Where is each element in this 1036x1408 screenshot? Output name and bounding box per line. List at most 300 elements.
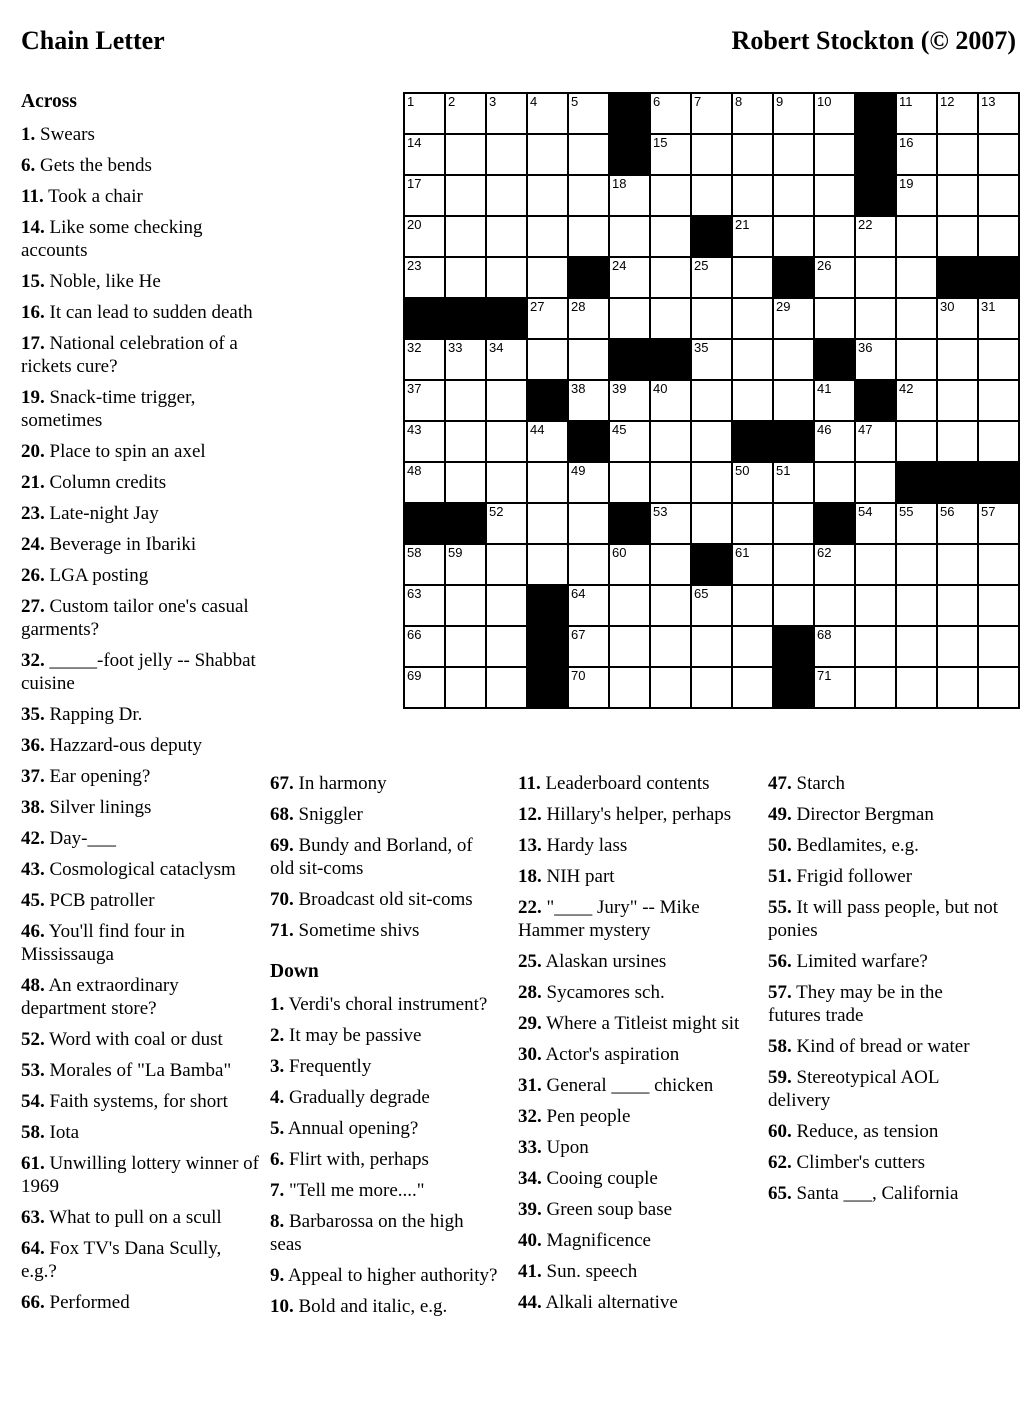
clue-item: 52. Word with coal or dust xyxy=(21,1029,223,1050)
grid-cell[interactable] xyxy=(651,586,690,625)
grid-cell[interactable] xyxy=(856,299,895,338)
clue-item: 56. Limited warfare? xyxy=(768,951,928,972)
grid-cell[interactable] xyxy=(651,258,690,297)
grid-cell[interactable] xyxy=(897,340,936,379)
clue-number: 47. xyxy=(768,773,792,794)
clue-item: 63. What to pull on a scull xyxy=(21,1207,222,1228)
grid-cell[interactable] xyxy=(815,135,854,174)
grid-cell[interactable] xyxy=(774,94,813,133)
grid-cell[interactable] xyxy=(487,463,526,502)
grid-cell[interactable] xyxy=(979,381,1018,420)
grid-cell[interactable] xyxy=(815,422,854,461)
grid-cell[interactable] xyxy=(446,258,485,297)
cell-number: 59 xyxy=(448,545,463,560)
grid-cell[interactable] xyxy=(979,627,1018,666)
clue-item: 58. Kind of bread or water xyxy=(768,1036,970,1057)
grid-cell[interactable] xyxy=(528,176,567,215)
grid-cell[interactable] xyxy=(938,668,977,707)
grid-cell[interactable] xyxy=(897,586,936,625)
grid-cell[interactable] xyxy=(979,340,1018,379)
grid-cell[interactable] xyxy=(938,586,977,625)
grid-cell[interactable] xyxy=(897,258,936,297)
grid-cell[interactable] xyxy=(446,422,485,461)
clue-number: 37. xyxy=(21,766,45,787)
grid-cell[interactable] xyxy=(733,463,772,502)
clue-number: 6. xyxy=(21,155,36,176)
clue-number: 65. xyxy=(768,1183,792,1204)
grid-cell[interactable] xyxy=(815,586,854,625)
cell-number: 8 xyxy=(735,94,743,109)
grid-cell[interactable] xyxy=(610,627,649,666)
grid-cell[interactable] xyxy=(569,340,608,379)
clue-number: 14. xyxy=(21,217,45,238)
grid-cell[interactable] xyxy=(651,668,690,707)
grid-cell[interactable] xyxy=(979,299,1018,338)
grid-cell[interactable] xyxy=(528,504,567,543)
clue-number: 58. xyxy=(21,1122,45,1143)
clue-number: 26. xyxy=(21,565,45,586)
clue-item: 60. Reduce, as tension xyxy=(768,1121,939,1142)
black-square xyxy=(446,504,485,543)
grid-cell[interactable] xyxy=(692,504,731,543)
grid-cell[interactable] xyxy=(487,176,526,215)
grid-cell[interactable] xyxy=(651,299,690,338)
clue-item: 53. Morales of "La Bamba" xyxy=(21,1060,232,1081)
grid-cell[interactable] xyxy=(528,340,567,379)
cell-number: 38 xyxy=(571,381,586,396)
grid-cell[interactable] xyxy=(405,463,444,502)
black-square xyxy=(938,463,977,502)
black-square xyxy=(897,463,936,502)
grid-cell[interactable] xyxy=(446,545,485,584)
clue-item: 1. Verdi's choral instrument? xyxy=(270,994,488,1015)
grid-cell[interactable] xyxy=(405,381,444,420)
clue-number: 27. xyxy=(21,596,45,617)
grid-cell[interactable] xyxy=(733,299,772,338)
grid-cell[interactable] xyxy=(733,627,772,666)
clue-number: 62. xyxy=(768,1152,792,1173)
clue-number: 69. xyxy=(270,835,294,856)
grid-cell[interactable] xyxy=(733,504,772,543)
grid-cell[interactable] xyxy=(815,217,854,256)
cell-number: 28 xyxy=(571,299,586,314)
black-square xyxy=(610,135,649,174)
grid-cell[interactable] xyxy=(897,381,936,420)
grid-cell[interactable] xyxy=(692,381,731,420)
grid-cell[interactable] xyxy=(692,627,731,666)
grid-cell[interactable] xyxy=(651,217,690,256)
clue-item: 40. Magnificence xyxy=(518,1230,651,1251)
grid-cell[interactable] xyxy=(446,94,485,133)
grid-cell[interactable] xyxy=(405,176,444,215)
grid-cell[interactable] xyxy=(979,668,1018,707)
grid-cell[interactable] xyxy=(651,176,690,215)
grid-cell[interactable] xyxy=(979,176,1018,215)
grid-cell[interactable] xyxy=(774,504,813,543)
grid-cell[interactable] xyxy=(487,340,526,379)
clue-number: 2. xyxy=(270,1025,285,1046)
grid-cell[interactable] xyxy=(610,545,649,584)
grid-cell[interactable] xyxy=(733,258,772,297)
grid-cell[interactable] xyxy=(692,299,731,338)
grid-cell[interactable] xyxy=(610,381,649,420)
grid-cell[interactable] xyxy=(651,463,690,502)
grid-cell[interactable] xyxy=(405,586,444,625)
clue-number: 32. xyxy=(21,650,45,671)
grid-cell[interactable] xyxy=(774,176,813,215)
grid-cell[interactable] xyxy=(979,545,1018,584)
grid-cell[interactable] xyxy=(528,463,567,502)
clue-item: 29. Where a Titleist might sit xyxy=(518,1013,740,1034)
grid-cell[interactable] xyxy=(569,504,608,543)
cell-number: 29 xyxy=(776,299,791,314)
grid-cell[interactable] xyxy=(446,217,485,256)
clue-number: 40. xyxy=(518,1230,542,1251)
grid-cell[interactable] xyxy=(938,381,977,420)
grid-cell[interactable] xyxy=(733,586,772,625)
black-square xyxy=(979,258,1018,297)
grid-cell[interactable] xyxy=(569,463,608,502)
clue-number: 43. xyxy=(21,859,45,880)
grid-cell[interactable] xyxy=(610,258,649,297)
grid-cell[interactable] xyxy=(610,586,649,625)
clue-item: 28. Sycamores sch. xyxy=(518,982,665,1003)
black-square xyxy=(528,668,567,707)
black-square xyxy=(610,340,649,379)
cell-number: 35 xyxy=(694,340,709,355)
grid-cell[interactable] xyxy=(815,258,854,297)
clue-number: 18. xyxy=(518,866,542,887)
grid-cell[interactable] xyxy=(774,135,813,174)
grid-cell[interactable] xyxy=(856,668,895,707)
grid-cell[interactable] xyxy=(774,463,813,502)
grid-cell[interactable] xyxy=(446,176,485,215)
grid-cell[interactable] xyxy=(774,299,813,338)
grid-cell[interactable] xyxy=(610,217,649,256)
clue-item: 11. Leaderboard contents xyxy=(518,773,710,794)
grid-cell[interactable] xyxy=(774,545,813,584)
grid-cell[interactable] xyxy=(569,217,608,256)
grid-cell[interactable] xyxy=(692,135,731,174)
grid-cell[interactable] xyxy=(528,258,567,297)
black-square xyxy=(979,463,1018,502)
grid-cell[interactable] xyxy=(405,340,444,379)
clue-item: 10. Bold and italic, e.g. xyxy=(270,1296,448,1317)
grid-cell[interactable] xyxy=(774,381,813,420)
grid-cell[interactable] xyxy=(528,545,567,584)
grid-cell[interactable] xyxy=(446,340,485,379)
cell-number: 70 xyxy=(571,668,586,683)
grid-cell[interactable] xyxy=(938,217,977,256)
grid-cell[interactable] xyxy=(692,668,731,707)
grid-cell[interactable] xyxy=(446,586,485,625)
clue-item: 7. "Tell me more...." xyxy=(270,1180,425,1201)
clue-number: 24. xyxy=(21,534,45,555)
grid-cell[interactable] xyxy=(446,135,485,174)
grid-cell[interactable] xyxy=(569,299,608,338)
clue-item: 70. Broadcast old sit-coms xyxy=(270,889,473,910)
grid-cell[interactable] xyxy=(897,545,936,584)
cell-number: 52 xyxy=(489,504,504,519)
grid-cell[interactable] xyxy=(487,258,526,297)
cell-number: 53 xyxy=(653,504,668,519)
grid-cell[interactable] xyxy=(815,627,854,666)
grid-cell[interactable] xyxy=(733,381,772,420)
grid-cell[interactable] xyxy=(528,299,567,338)
clue-number: 50. xyxy=(768,835,792,856)
clue-item: 41. Sun. speech xyxy=(518,1261,638,1282)
clue-number: 20. xyxy=(21,441,45,462)
grid-cell[interactable] xyxy=(569,627,608,666)
clue-number: 48. xyxy=(21,975,45,996)
cell-number: 37 xyxy=(407,381,422,396)
grid-cell[interactable] xyxy=(856,504,895,543)
clue-item: 65. Santa ___, California xyxy=(768,1183,959,1204)
grid-cell[interactable] xyxy=(938,135,977,174)
clue-item: 15. Noble, like He xyxy=(21,271,161,292)
grid-cell[interactable] xyxy=(938,627,977,666)
grid-cell[interactable] xyxy=(528,422,567,461)
grid-cell[interactable] xyxy=(733,94,772,133)
grid-cell[interactable] xyxy=(979,586,1018,625)
grid-cell[interactable] xyxy=(897,422,936,461)
grid-cell[interactable] xyxy=(938,422,977,461)
grid-cell[interactable] xyxy=(938,545,977,584)
grid-cell[interactable] xyxy=(815,463,854,502)
grid-cell[interactable] xyxy=(815,176,854,215)
clue-item: 59. Stereotypical AOL delivery xyxy=(768,1067,939,1111)
clue-number: 13. xyxy=(518,835,542,856)
clue-item: 19. Snack-time trigger, sometimes xyxy=(21,387,196,431)
cell-number: 12 xyxy=(940,94,955,109)
cell-number: 26 xyxy=(817,258,832,273)
clue-item: 1. Swears xyxy=(21,124,95,145)
grid-cell[interactable] xyxy=(733,135,772,174)
black-square xyxy=(856,94,895,133)
cell-number: 45 xyxy=(612,422,627,437)
grid-cell[interactable] xyxy=(733,217,772,256)
clue-item: 12. Hillary's helper, perhaps xyxy=(518,804,732,825)
grid-cell[interactable] xyxy=(569,381,608,420)
grid-cell[interactable] xyxy=(651,545,690,584)
grid-cell[interactable] xyxy=(856,463,895,502)
clue-column-down-1 xyxy=(518,772,750,1322)
grid-cell[interactable] xyxy=(938,94,977,133)
clue-number: 5. xyxy=(270,1118,285,1139)
black-square xyxy=(610,94,649,133)
clue-number: 6. xyxy=(270,1149,285,1170)
grid-cell[interactable] xyxy=(856,217,895,256)
grid-cell[interactable] xyxy=(405,217,444,256)
grid-cell[interactable] xyxy=(938,299,977,338)
grid-cell[interactable] xyxy=(651,381,690,420)
grid-cell[interactable] xyxy=(487,217,526,256)
grid-cell[interactable] xyxy=(897,627,936,666)
grid-cell[interactable] xyxy=(733,545,772,584)
grid-cell[interactable] xyxy=(487,422,526,461)
grid-cell[interactable] xyxy=(856,422,895,461)
grid-cell[interactable] xyxy=(692,463,731,502)
grid-cell[interactable] xyxy=(569,176,608,215)
grid-cell[interactable] xyxy=(446,668,485,707)
clue-number: 29. xyxy=(518,1013,542,1034)
grid-cell[interactable] xyxy=(651,422,690,461)
cell-number: 67 xyxy=(571,627,586,642)
clue-number: 12. xyxy=(518,804,542,825)
grid-cell[interactable] xyxy=(569,586,608,625)
grid-cell[interactable] xyxy=(774,340,813,379)
grid-cell[interactable] xyxy=(569,545,608,584)
grid-cell[interactable] xyxy=(651,135,690,174)
cell-number: 64 xyxy=(571,586,586,601)
grid-cell[interactable] xyxy=(446,463,485,502)
grid-cell[interactable] xyxy=(856,627,895,666)
clue-number: 59. xyxy=(768,1067,792,1088)
cell-number: 44 xyxy=(530,422,545,437)
grid-cell[interactable] xyxy=(897,135,936,174)
grid-cell[interactable] xyxy=(856,340,895,379)
grid-cell[interactable] xyxy=(610,176,649,215)
clue-column-across xyxy=(21,90,261,1322)
grid-cell[interactable] xyxy=(569,135,608,174)
cell-number: 51 xyxy=(776,463,791,478)
grid-cell[interactable] xyxy=(487,94,526,133)
cell-number: 47 xyxy=(858,422,873,437)
clue-item: 45. PCB patroller xyxy=(21,890,155,911)
clue-item: 25. Alaskan ursines xyxy=(518,951,667,972)
grid-cell[interactable] xyxy=(856,586,895,625)
clue-number: 28. xyxy=(518,982,542,1003)
grid-cell[interactable] xyxy=(692,258,731,297)
black-square xyxy=(569,422,608,461)
grid-cell[interactable] xyxy=(897,299,936,338)
grid-cell[interactable] xyxy=(979,94,1018,133)
clue-item: 68. Sniggler xyxy=(270,804,363,825)
grid-cell[interactable] xyxy=(405,94,444,133)
grid-cell[interactable] xyxy=(487,668,526,707)
black-square xyxy=(528,586,567,625)
grid-cell[interactable] xyxy=(487,545,526,584)
grid-cell[interactable] xyxy=(487,504,526,543)
grid-cell[interactable] xyxy=(733,340,772,379)
clue-item: 51. Frigid follower xyxy=(768,866,913,887)
grid-cell[interactable] xyxy=(897,504,936,543)
grid-cell[interactable] xyxy=(487,381,526,420)
grid-cell[interactable] xyxy=(446,627,485,666)
clue-item: 67. In harmony xyxy=(270,773,387,794)
grid-cell[interactable] xyxy=(815,94,854,133)
grid-cell[interactable] xyxy=(405,627,444,666)
clue-number: 21. xyxy=(21,472,45,493)
grid-cell[interactable] xyxy=(487,586,526,625)
clue-number: 11. xyxy=(518,773,541,794)
cell-number: 55 xyxy=(899,504,914,519)
grid-cell[interactable] xyxy=(692,340,731,379)
cell-number: 61 xyxy=(735,545,750,560)
grid-cell[interactable] xyxy=(610,422,649,461)
grid-cell[interactable] xyxy=(897,94,936,133)
cell-number: 65 xyxy=(694,586,709,601)
grid-cell[interactable] xyxy=(897,217,936,256)
black-square xyxy=(528,381,567,420)
grid-cell[interactable] xyxy=(528,217,567,256)
grid-cell[interactable] xyxy=(692,176,731,215)
grid-cell[interactable] xyxy=(774,217,813,256)
clue-item: 18. NIH part xyxy=(518,866,615,887)
grid-cell[interactable] xyxy=(528,135,567,174)
grid-cell[interactable] xyxy=(405,258,444,297)
grid-cell[interactable] xyxy=(938,176,977,215)
clue-number: 31. xyxy=(518,1075,542,1096)
clue-number: 1. xyxy=(21,124,36,145)
grid-cell[interactable] xyxy=(897,668,936,707)
black-square xyxy=(692,545,731,584)
cell-number: 68 xyxy=(817,627,832,642)
black-square xyxy=(815,340,854,379)
black-square xyxy=(692,217,731,256)
clue-number: 23. xyxy=(21,503,45,524)
grid-cell[interactable] xyxy=(815,668,854,707)
clue-item: 37. Ear opening? xyxy=(21,766,151,787)
grid-cell[interactable] xyxy=(938,340,977,379)
grid-cell[interactable] xyxy=(405,668,444,707)
cell-number: 32 xyxy=(407,340,422,355)
grid-cell[interactable] xyxy=(651,504,690,543)
grid-cell[interactable] xyxy=(528,94,567,133)
grid-cell[interactable] xyxy=(405,545,444,584)
grid-cell[interactable] xyxy=(692,422,731,461)
grid-cell[interactable] xyxy=(487,135,526,174)
grid-cell[interactable] xyxy=(692,94,731,133)
grid-cell[interactable] xyxy=(815,299,854,338)
grid-cell[interactable] xyxy=(815,545,854,584)
grid-cell[interactable] xyxy=(979,135,1018,174)
grid-cell[interactable] xyxy=(651,627,690,666)
grid-cell[interactable] xyxy=(774,586,813,625)
grid-cell[interactable] xyxy=(856,258,895,297)
grid-cell[interactable] xyxy=(897,176,936,215)
grid-cell[interactable] xyxy=(610,668,649,707)
grid-cell[interactable] xyxy=(733,176,772,215)
grid-cell[interactable] xyxy=(692,586,731,625)
grid-cell[interactable] xyxy=(733,668,772,707)
cell-number: 56 xyxy=(940,504,955,519)
grid-cell[interactable] xyxy=(651,94,690,133)
grid-cell[interactable] xyxy=(979,504,1018,543)
grid-cell[interactable] xyxy=(487,627,526,666)
grid-cell[interactable] xyxy=(938,504,977,543)
grid-cell[interactable] xyxy=(979,217,1018,256)
grid-cell[interactable] xyxy=(405,135,444,174)
clue-number: 17. xyxy=(21,333,45,354)
grid-cell[interactable] xyxy=(610,299,649,338)
clue-number: 67. xyxy=(270,773,294,794)
grid-cell[interactable] xyxy=(446,381,485,420)
clue-number: 16. xyxy=(21,302,45,323)
grid-cell[interactable] xyxy=(979,422,1018,461)
clue-item: 26. LGA posting xyxy=(21,565,149,586)
grid-cell[interactable] xyxy=(405,422,444,461)
grid-cell[interactable] xyxy=(856,545,895,584)
clue-number: 54. xyxy=(21,1091,45,1112)
cell-number: 36 xyxy=(858,340,873,355)
grid-cell[interactable] xyxy=(569,94,608,133)
grid-cell[interactable] xyxy=(815,381,854,420)
grid-cell[interactable] xyxy=(610,463,649,502)
cell-number: 46 xyxy=(817,422,832,437)
clue-number: 36. xyxy=(21,735,45,756)
grid-cell[interactable] xyxy=(569,668,608,707)
